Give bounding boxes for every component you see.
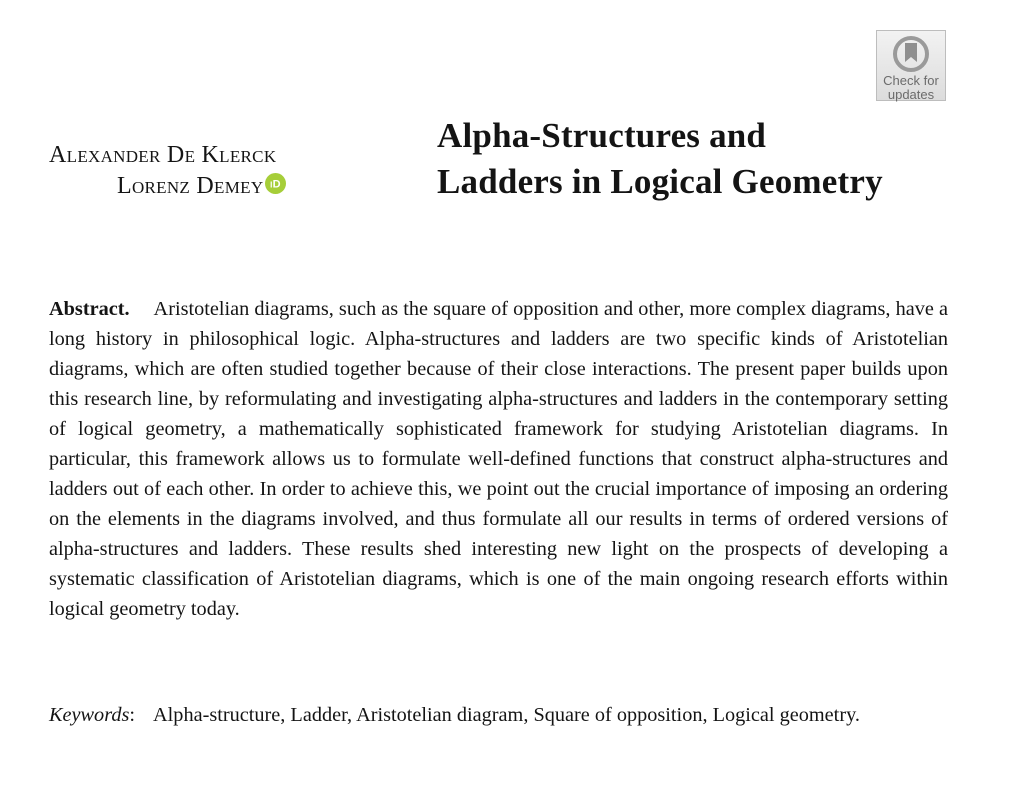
keywords-label: Keywords [49, 704, 130, 726]
title-line-1: Alpha-Structures and [437, 116, 767, 155]
orcid-icon[interactable] [265, 172, 286, 203]
author-name-first: Alexander De Klerck [49, 142, 277, 168]
keywords-text: Alpha-structure, Ladder, Aristotelian diagram, Square of opposition, Logical geometry. [153, 704, 860, 726]
abstract-text: Aristotelian diagrams, such as the square of opposition and other, more complex diagrams, have a long history in philosophical logic. Alpha-structures and ladders are two specific kinds of Aristotelian diagrams, which are often studied together because of their close interactions. The present paper builds upon this research line, by reformulating and investigating alpha-structures and ladders in the contemporary setting of logical geometry, a mathematically sophisticated framework for studying Aristotelian diagrams. In particular, this framework allows us to formulate well-defined functions that construct alpha-structures and ladders out of each other. In order to achieve this, we point out the crucial importance of imposing an ordering on the elements in the diagrams involved, and thus formulate all our results in terms of ordered versions of alpha-structures and ladders. These results shed interesting new light on the prospects of developing a systematic classification of Aristotelian diagrams, which is one of the main ongoing research efforts within logical geometry today. [49, 298, 948, 620]
author-line-second [49, 171, 286, 203]
abstract-label: Abstract. [49, 298, 130, 320]
keywords [49, 699, 948, 731]
author-list [49, 140, 286, 203]
author-name-second: Lorenz Demey [117, 173, 264, 199]
title-line-2: Ladders in Logical Geometry [437, 162, 883, 201]
paper-title [437, 113, 997, 205]
orcid-text: iD [270, 178, 282, 191]
badge-label-line1: Check for [883, 73, 939, 88]
check-for-updates-badge[interactable] [876, 30, 946, 101]
bookmark-check-icon [892, 35, 930, 73]
abstract [49, 294, 948, 624]
keywords-separator: : [129, 704, 136, 726]
badge-label-line2: updates [887, 87, 935, 102]
